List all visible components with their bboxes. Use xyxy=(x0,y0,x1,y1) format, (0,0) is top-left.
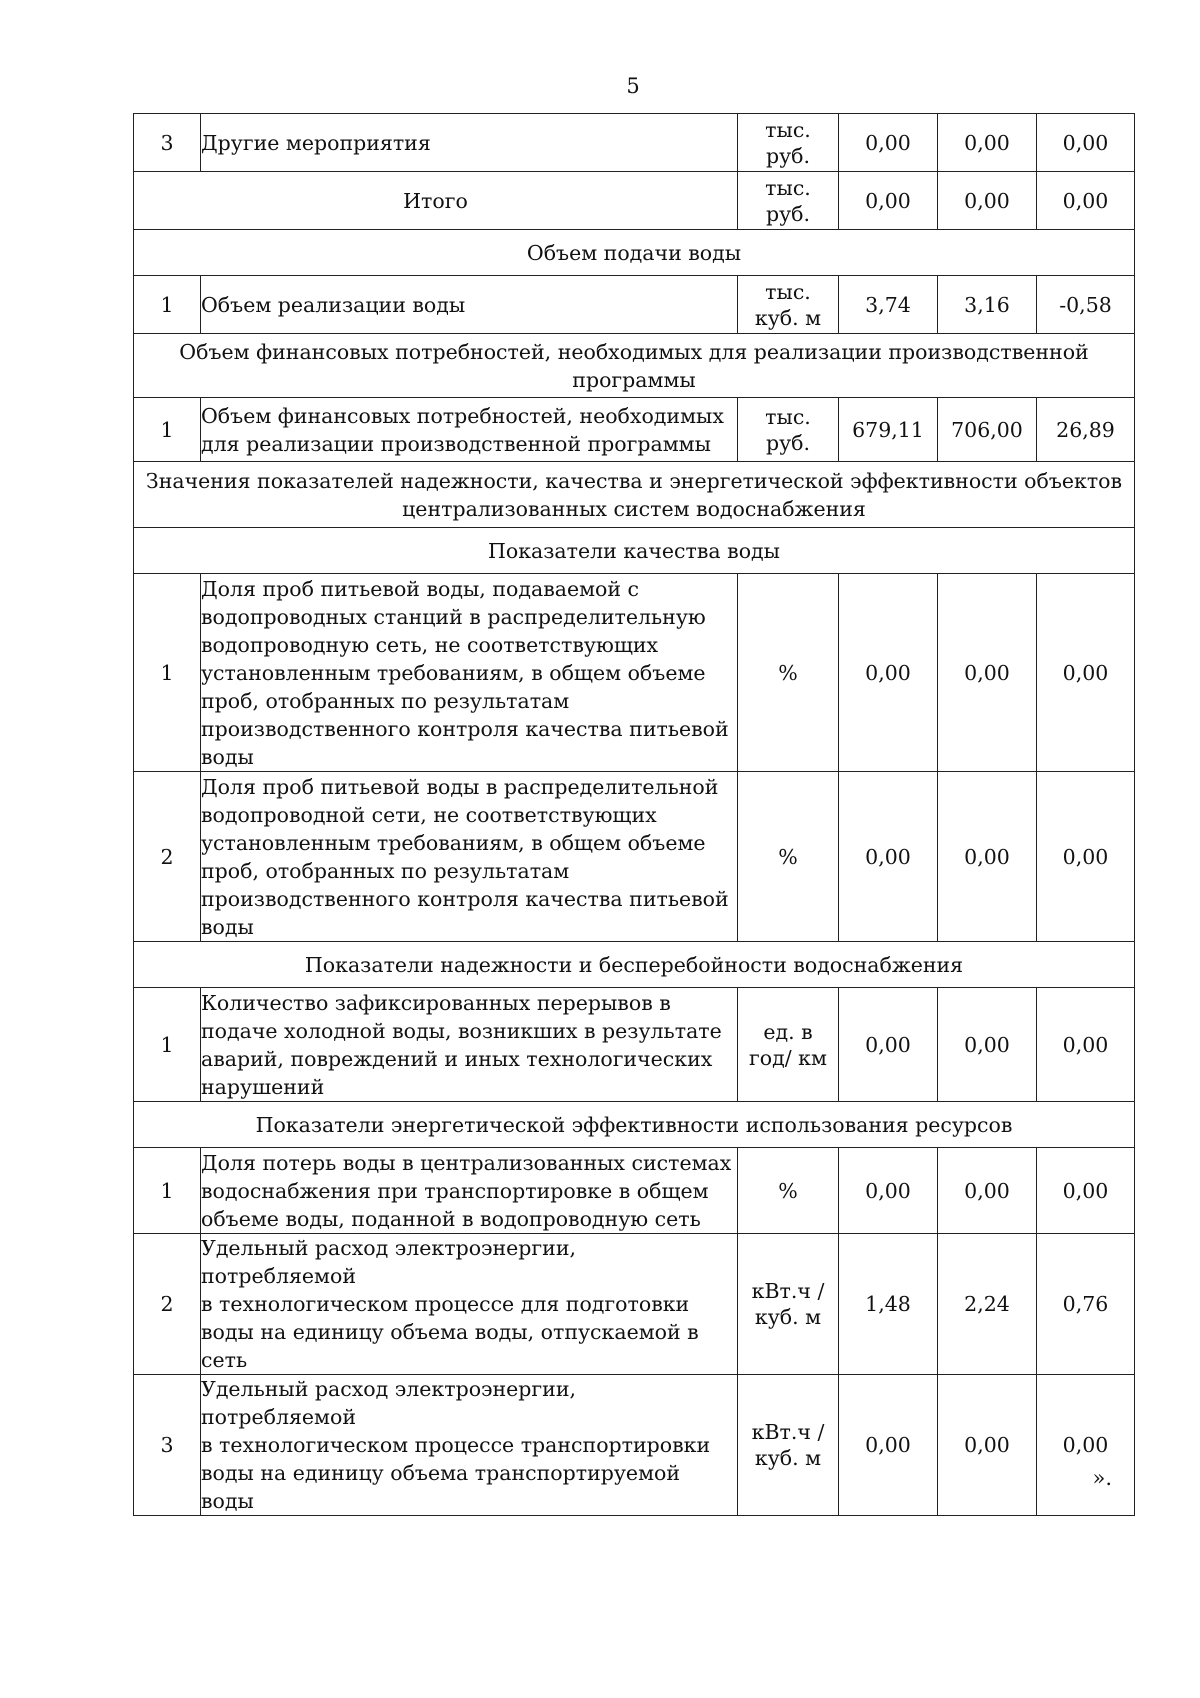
text-line: Удельный расход электроэнергии, потребляемой xyxy=(201,1236,577,1288)
text-line: воды xyxy=(201,1489,254,1513)
row-number: 2 xyxy=(134,1234,201,1375)
text-line: установленным требованиям, в общем объеме xyxy=(201,830,706,855)
text-line: Показатели качества воды xyxy=(488,538,780,563)
text-line: воды xyxy=(201,744,254,769)
text-line: проб, отобранных по результатам xyxy=(201,858,570,883)
value-cell-3: 0,00 xyxy=(1037,772,1135,942)
unit-cell xyxy=(738,988,839,1102)
text-line: воды на единицу объема транспортируемой xyxy=(201,1461,681,1485)
total-label: Итого xyxy=(134,172,738,230)
text-line: % xyxy=(778,844,798,869)
text-line: кВт.ч / xyxy=(751,1279,825,1303)
text-line: водопроводной сети, не соответствующих xyxy=(201,802,657,827)
section-header-row xyxy=(134,462,1135,528)
table-row xyxy=(134,1234,1135,1375)
value-cell-2: 0,00 xyxy=(938,574,1037,772)
indicators-table xyxy=(133,113,1135,1516)
value-cell-2: 0,00 xyxy=(938,1375,1037,1516)
section-title xyxy=(134,1102,1135,1148)
text-line: руб. xyxy=(765,143,811,168)
unit-cell xyxy=(738,276,839,334)
text-line: водопроводных станций в распределительную xyxy=(201,604,706,629)
value-cell-2: 3,16 xyxy=(938,276,1037,334)
section-title xyxy=(134,334,1135,398)
text-line: подаче холодной воды, возникших в результате xyxy=(201,1018,722,1043)
value-cell-3: 0,00 xyxy=(1037,1375,1135,1516)
table-row xyxy=(134,398,1135,462)
unit-cell xyxy=(738,172,839,230)
row-description xyxy=(201,398,738,462)
text-line: Доля проб питьевой воды, подаваемой с xyxy=(201,576,640,601)
closing-quote-mark: ». xyxy=(1092,1466,1112,1490)
row-description: Объем реализации воды xyxy=(201,276,738,334)
value-cell-1: 0,00 xyxy=(839,1148,938,1234)
text-line: в технологическом процессе для подготовки xyxy=(201,1292,690,1316)
text-line: Доля проб питьевой воды в распределительной xyxy=(201,774,719,799)
text-line: воды на единицу объема воды, отпускаемой в xyxy=(201,1320,699,1344)
unit-cell xyxy=(738,574,839,772)
text-line: программы xyxy=(572,367,696,392)
table-row xyxy=(134,276,1135,334)
row-number: 1 xyxy=(134,574,201,772)
table-row xyxy=(134,114,1135,172)
row-description xyxy=(201,1234,738,1375)
section-title xyxy=(134,528,1135,574)
text-line: куб. м xyxy=(754,305,822,330)
row-description xyxy=(201,772,738,942)
text-line: сеть xyxy=(201,1348,248,1372)
text-line: Доля потерь воды в централизованных системах xyxy=(201,1150,732,1175)
value-cell-2: 706,00 xyxy=(938,398,1037,462)
section-header-row xyxy=(134,334,1135,398)
value-cell-2: 0,00 xyxy=(938,988,1037,1102)
value-cell-3: 0,00 xyxy=(1037,114,1135,172)
text-line: Показатели надежности и бесперебойности водоснабжения xyxy=(304,952,964,977)
unit-cell xyxy=(738,1234,839,1375)
row-number: 2 xyxy=(134,772,201,942)
text-line: установленным требованиям, в общем объеме xyxy=(201,660,706,685)
table-row xyxy=(134,772,1135,942)
row-description xyxy=(201,1148,738,1234)
text-line: Удельный расход электроэнергии, потребляемой xyxy=(201,1377,577,1429)
table-row xyxy=(134,1148,1135,1234)
row-number: 1 xyxy=(134,276,201,334)
text-line: руб. xyxy=(765,201,811,226)
text-line: водопроводную сеть, не соответствующих xyxy=(201,632,659,657)
text-line: тыс. xyxy=(765,175,811,200)
table-row xyxy=(134,988,1135,1102)
text-line: % xyxy=(778,1178,798,1203)
value-cell-2: 0,00 xyxy=(938,1148,1037,1234)
row-description xyxy=(201,1375,738,1516)
section-title xyxy=(134,462,1135,528)
text-line: Показатели энергетической эффективности использования ресурсов xyxy=(255,1112,1013,1137)
value-cell-1: 0,00 xyxy=(839,988,938,1102)
text-line: Объем подачи воды xyxy=(526,240,742,265)
value-cell-1: 0,00 xyxy=(839,172,938,230)
text-line: аварий, повреждений и иных технологических xyxy=(201,1046,713,1071)
value-cell-2: 0,00 xyxy=(938,772,1037,942)
value-cell-1: 0,00 xyxy=(839,1375,938,1516)
value-cell-2: 0,00 xyxy=(938,114,1037,172)
value-cell-3: 0,00 xyxy=(1037,574,1135,772)
text-line: руб. xyxy=(765,430,811,455)
text-line: куб. м xyxy=(754,1305,822,1329)
text-line: объеме воды, поданной в водопроводную сеть xyxy=(201,1206,701,1231)
text-line: водоснабжения при транспортировке в общем xyxy=(201,1178,709,1203)
row-number: 1 xyxy=(134,988,201,1102)
text-line: куб. м xyxy=(754,1446,822,1470)
row-number: 3 xyxy=(134,114,201,172)
value-cell-3: 0,00 xyxy=(1037,172,1135,230)
text-line: тыс. xyxy=(765,404,811,429)
text-line: кВт.ч / xyxy=(751,1420,825,1444)
value-cell-1: 679,11 xyxy=(839,398,938,462)
value-cell-3: 26,89 xyxy=(1037,398,1135,462)
table-row xyxy=(134,1375,1135,1516)
value-cell-3: 0,00 xyxy=(1037,1148,1135,1234)
text-line: воды xyxy=(201,914,254,939)
value-cell-1: 0,00 xyxy=(839,574,938,772)
section-header-row xyxy=(134,528,1135,574)
unit-cell xyxy=(738,772,839,942)
unit-cell xyxy=(738,398,839,462)
row-description: Другие мероприятия xyxy=(201,114,738,172)
text-line: год/ км xyxy=(749,1045,827,1070)
value-cell-1: 1,48 xyxy=(839,1234,938,1375)
text-line: нарушений xyxy=(201,1074,325,1099)
text-line: Значения показателей надежности, качества и энергетической эффективности объектов xyxy=(145,468,1123,493)
section-title xyxy=(134,230,1135,276)
value-cell-1: 0,00 xyxy=(839,772,938,942)
text-line: в технологическом процессе транспортировки xyxy=(201,1433,711,1457)
value-cell-1: 0,00 xyxy=(839,114,938,172)
text-line: централизованных систем водоснабжения xyxy=(402,496,866,521)
row-number: 3 xyxy=(134,1375,201,1516)
unit-cell xyxy=(738,1375,839,1516)
text-line: производственного контроля качества питьевой xyxy=(201,886,729,911)
text-line: производственного контроля качества питьевой xyxy=(201,716,729,741)
section-title xyxy=(134,942,1135,988)
value-cell-2: 0,00 xyxy=(938,172,1037,230)
table-row xyxy=(134,574,1135,772)
value-cell-3: 0,76 xyxy=(1037,1234,1135,1375)
section-header-row xyxy=(134,230,1135,276)
unit-cell xyxy=(738,114,839,172)
value-cell-3: -0,58 xyxy=(1037,276,1135,334)
section-header-row xyxy=(134,1102,1135,1148)
text-line: ед. в xyxy=(763,1019,813,1044)
unit-cell xyxy=(738,1148,839,1234)
text-line: для реализации производственной программы xyxy=(201,431,711,456)
row-description xyxy=(201,988,738,1102)
row-number: 1 xyxy=(134,1148,201,1234)
value-cell-3: 0,00 xyxy=(1037,988,1135,1102)
text-line: тыс. xyxy=(765,279,811,304)
text-line: тыс. xyxy=(765,117,811,142)
row-number: 1 xyxy=(134,398,201,462)
total-row xyxy=(134,172,1135,230)
value-cell-2: 2,24 xyxy=(938,1234,1037,1375)
value-cell-1: 3,74 xyxy=(839,276,938,334)
text-line: проб, отобранных по результатам xyxy=(201,688,570,713)
text-line: % xyxy=(778,660,798,685)
section-header-row xyxy=(134,942,1135,988)
row-description xyxy=(201,574,738,772)
text-line: Объем финансовых потребностей, необходимых для реализации производственной xyxy=(179,339,1089,364)
page-number: 5 xyxy=(626,74,640,98)
text-line: Объем финансовых потребностей, необходимых xyxy=(201,403,724,428)
text-line: Количество зафиксированных перерывов в xyxy=(201,990,671,1015)
